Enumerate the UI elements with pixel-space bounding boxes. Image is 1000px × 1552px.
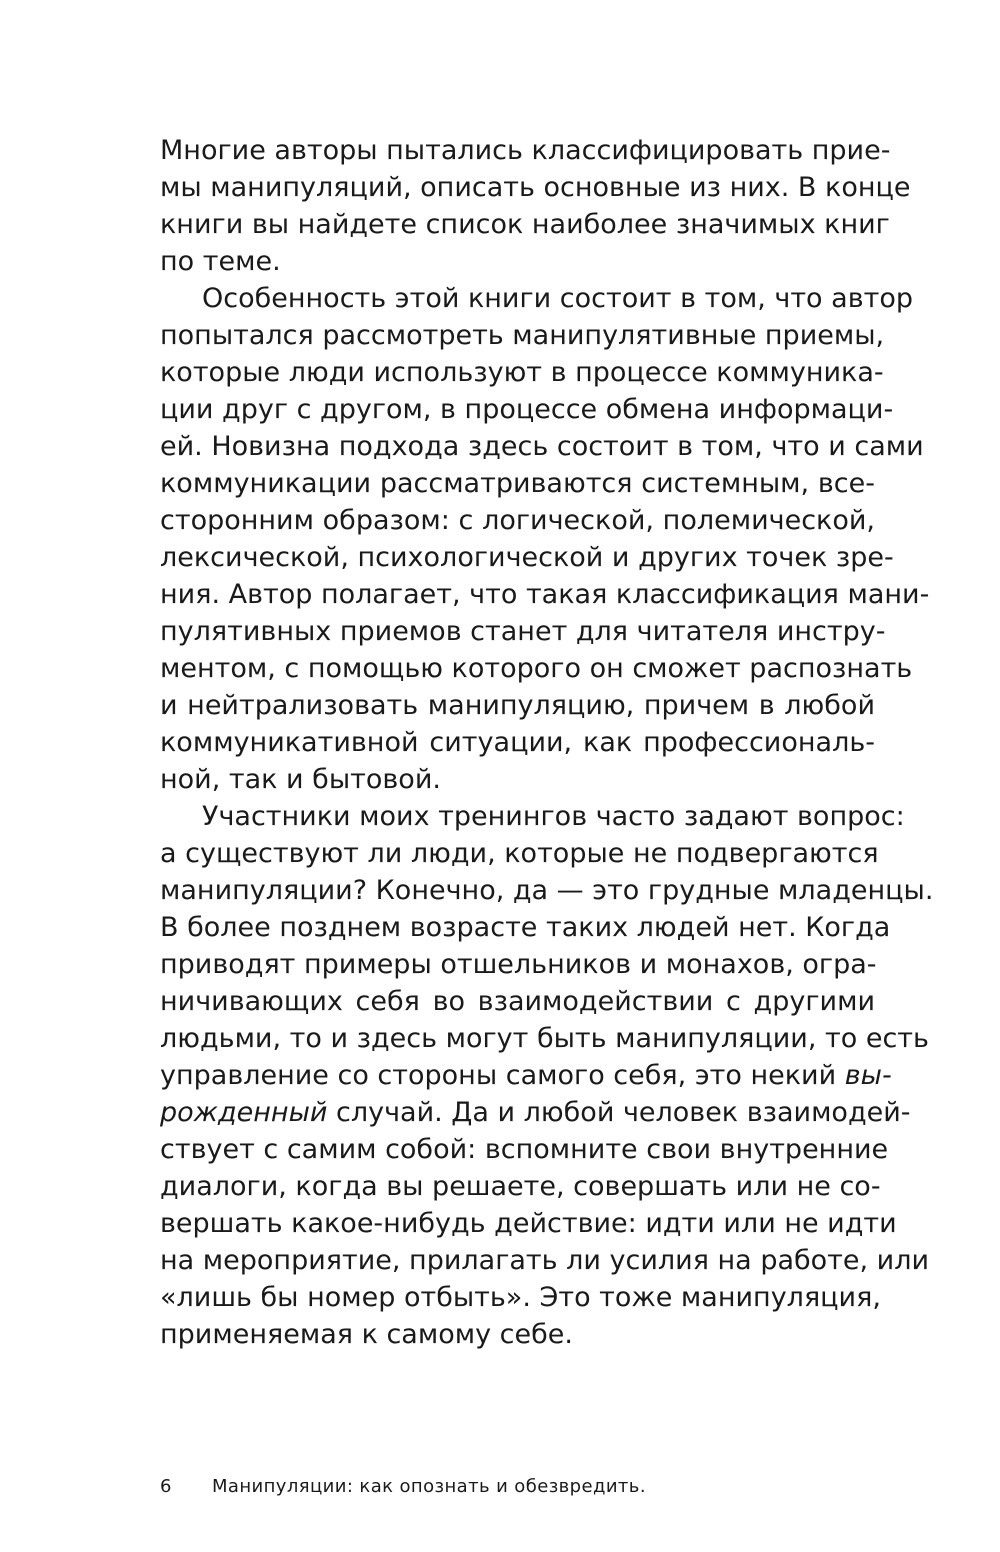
paragraph-1 bbox=[160, 132, 911, 280]
text-line: попытался рассмотреть манипулятивные приемы, bbox=[160, 320, 885, 351]
text-line: коммуникации рассматриваются системным, все- bbox=[160, 468, 875, 499]
italic-text-run: рожденный bbox=[160, 1097, 328, 1128]
text-line: ствует с самим собой: вспомните свои внутренние bbox=[160, 1134, 889, 1165]
text-line: ции друг с другом, в процессе обмена информаци- bbox=[160, 394, 894, 425]
text-line: В более позднем возрасте таких людей нет. Когда bbox=[160, 912, 891, 943]
running-title: Манипуляции: как опознать и обезвредить. bbox=[212, 1476, 646, 1497]
italic-text-run: вы- bbox=[844, 1060, 892, 1091]
text-line: «лишь бы номер отбыть». Это тоже манипуляция, bbox=[160, 1282, 881, 1313]
text-line: вершать какое-нибудь действие: идти или не идти bbox=[160, 1208, 897, 1239]
text-line: применяемая к самому себе. bbox=[160, 1319, 573, 1350]
text-line: Многие авторы пытались классифицировать прие- bbox=[160, 135, 891, 166]
text-line: по теме. bbox=[160, 246, 281, 277]
text-line: пулятивных приемов станет для читателя инстру- bbox=[160, 616, 886, 647]
paragraph-2 bbox=[160, 280, 930, 798]
text-line: приводят примеры отшельников и монахов, огра- bbox=[160, 949, 877, 980]
text-line: Особенность этой книги состоит в том, что автор bbox=[202, 283, 914, 314]
text-run: случай. Да и любой человек взаимодей- bbox=[327, 1097, 911, 1128]
text-line: ной, так и бытовой. bbox=[160, 764, 441, 795]
page-number: 6 bbox=[160, 1476, 172, 1497]
text-line: ей. Новизна подхода здесь состоит в том, что и сами bbox=[160, 431, 924, 462]
paragraph-3 bbox=[160, 798, 934, 1353]
page-footer bbox=[160, 1473, 646, 1501]
text-line bbox=[160, 1057, 892, 1094]
text-line: Участники моих тренингов часто задают вопрос: bbox=[202, 801, 905, 832]
text-line: которые люди используют в процессе коммуника- bbox=[160, 357, 884, 388]
text-line: диалоги, когда вы решаете, совершать или не со- bbox=[160, 1171, 881, 1202]
text-line: ничивающих себя во взаимодействии с другими bbox=[160, 986, 875, 1017]
text-line: ментом, с помощью которого он сможет распознать bbox=[160, 653, 913, 684]
text-line: на мероприятие, прилагать ли усилия на работе, или bbox=[160, 1245, 930, 1276]
text-line: книги вы найдете список наиболее значимых книг bbox=[160, 209, 890, 240]
text-line bbox=[160, 1094, 911, 1131]
text-line: сторонним образом: с логической, полемической, bbox=[160, 505, 875, 536]
text-run: управление со стороны самого себя, это некий bbox=[160, 1060, 845, 1091]
text-line: людьми, то и здесь могут быть манипуляции, то есть bbox=[160, 1023, 929, 1054]
text-line: и нейтрализовать манипуляцию, причем в любой bbox=[160, 690, 875, 721]
text-line: манипуляции? Конечно, да — это грудные младенцы. bbox=[160, 875, 934, 906]
text-line: а существуют ли люди, которые не подвергаются bbox=[160, 838, 879, 869]
text-line: лексической, психологической и других точек зре- bbox=[160, 542, 894, 573]
text-line: ния. Автор полагает, что такая классификация мани- bbox=[160, 579, 930, 610]
page-body bbox=[160, 132, 934, 1353]
text-line: коммуникативной ситуации, как профессиональ- bbox=[160, 727, 875, 758]
text-line: мы манипуляций, описать основные из них. В конце bbox=[160, 172, 911, 203]
